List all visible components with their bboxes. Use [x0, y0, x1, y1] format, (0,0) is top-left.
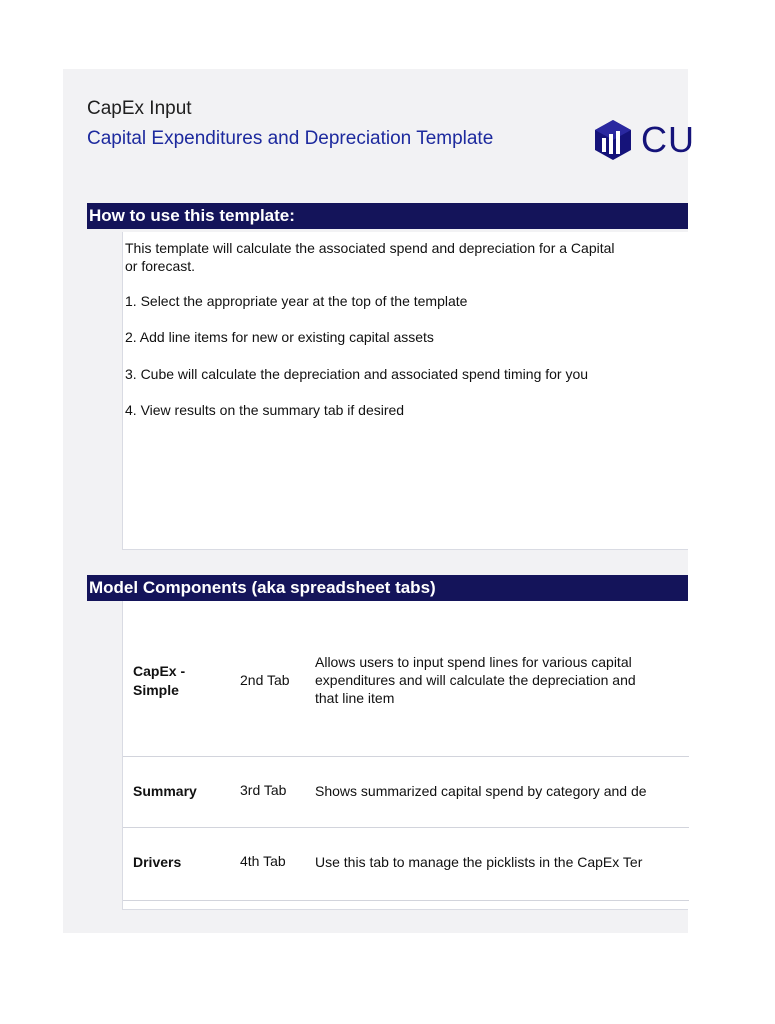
document-subtitle: Capital Expenditures and Depreciation Template: [87, 128, 494, 149]
component-tab: 4th Tab: [240, 853, 286, 869]
cube-logo-icon: [593, 118, 633, 162]
component-name: Summary: [133, 783, 197, 799]
step-item: 3. Cube will calculate the depreciation and associated spend timing for you: [125, 366, 589, 382]
component-description: [315, 782, 775, 800]
component-name-line: CapEx -: [133, 663, 186, 679]
component-name: Drivers: [133, 854, 182, 870]
description-line: Allows users to input spend lines for various capital: [315, 654, 632, 670]
intro-text-line-2: or forecast.: [125, 258, 196, 274]
how-to-panel: [122, 232, 688, 550]
how-to-heading: How to use this template:: [87, 203, 688, 229]
table-row: [123, 757, 689, 828]
table-row: [123, 601, 689, 757]
components-heading: Model Components (aka spreadsheet tabs): [87, 575, 688, 601]
step-item: 1. Select the appropriate year at the top of the template: [125, 293, 468, 309]
component-description: [315, 653, 775, 707]
intro-text-line-1: This template will calculate the associated spend and depreciation for a Capital: [125, 240, 615, 256]
component-tab: 2nd Tab: [240, 672, 290, 688]
table-row: [123, 828, 689, 901]
document-title: CapEx Input: [87, 98, 192, 119]
component-name-line: Simple: [133, 682, 179, 698]
logo-wordmark: CU: [641, 119, 695, 160]
components-table: [122, 601, 688, 910]
step-item: 2. Add line items for new or existing capital assets: [125, 329, 434, 345]
spreadsheet-page: [63, 69, 695, 933]
component-tab: 3rd Tab: [240, 782, 287, 798]
component-description: [315, 853, 775, 871]
step-item: 4. View results on the summary tab if desired: [125, 402, 405, 418]
description-line: expenditures and will calculate the depreciation and: [315, 672, 636, 688]
description-line: that line item: [315, 690, 395, 706]
description-line: Shows summarized capital spend by category and de: [315, 783, 647, 799]
description-line: Use this tab to manage the picklists in the CapEx Ter: [315, 854, 643, 870]
component-name: [133, 662, 185, 700]
cube-logo: [593, 117, 695, 163]
